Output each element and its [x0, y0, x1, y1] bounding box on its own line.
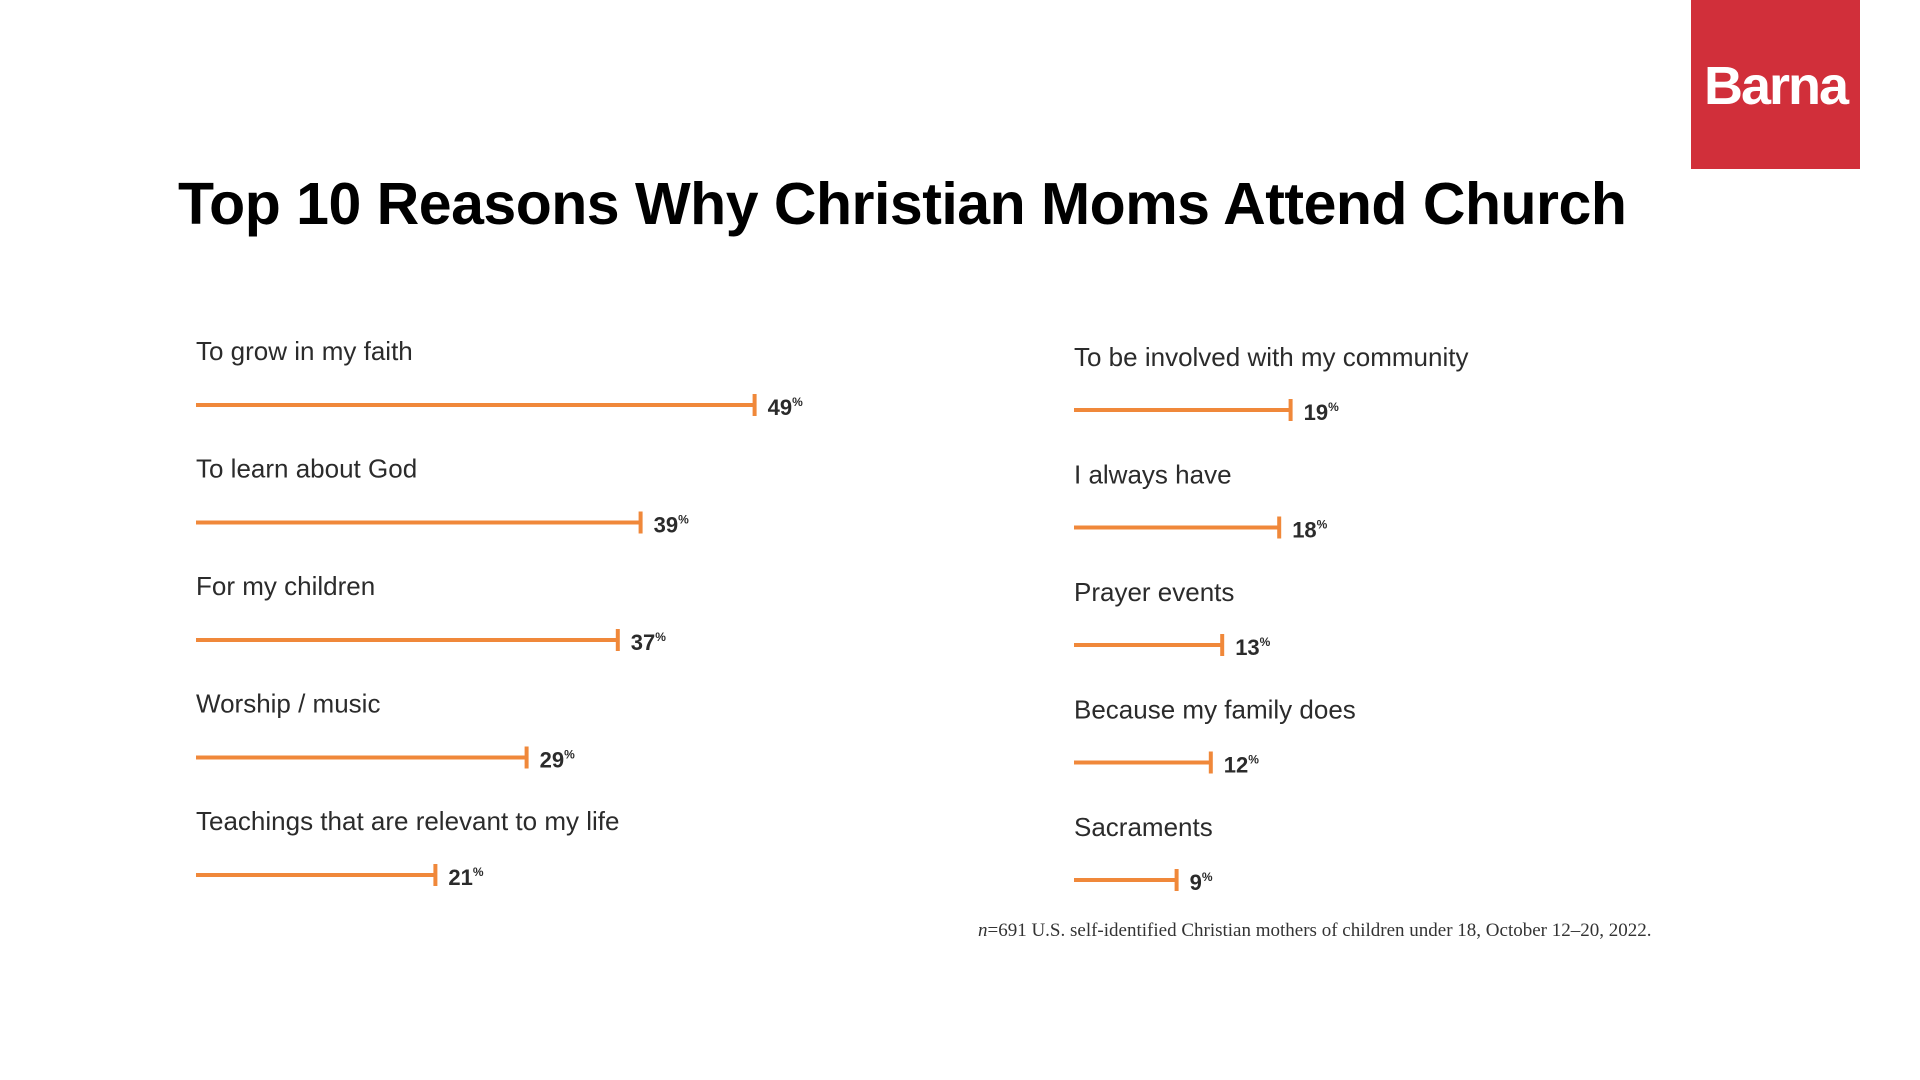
value-label: 18%	[1292, 517, 1328, 543]
value-percent-sign: %	[1201, 870, 1213, 884]
category-label: Prayer events	[1074, 577, 1235, 607]
value-percent-sign: %	[1328, 400, 1339, 414]
category-label: To learn about God	[196, 453, 418, 484]
category-label: Sacraments	[1074, 812, 1213, 842]
value-percent-sign: %	[1248, 752, 1259, 767]
value-label: 21%	[448, 865, 484, 890]
value-label: 37%	[630, 630, 666, 655]
value-label: 19%	[1303, 400, 1339, 425]
value-percent-sign: %	[792, 395, 803, 409]
category-label: Teachings that are relevant to my life	[196, 806, 620, 836]
value-label: 13%	[1235, 635, 1271, 660]
footnote-n: n	[978, 920, 988, 941]
category-label: Worship / music	[196, 688, 381, 719]
category-label: To grow in my faith	[196, 336, 413, 366]
value-label: 12%	[1223, 752, 1259, 778]
value-label: 9%	[1189, 870, 1213, 895]
chart-title: Top 10 Reasons Why Christian Moms Attend Church	[178, 171, 1627, 237]
value-label: 39%	[653, 512, 689, 538]
category-label: To be involved with my community	[1074, 342, 1469, 372]
value-percent-sign: %	[1316, 517, 1328, 532]
value-percent-sign: %	[1259, 635, 1271, 649]
value-label: 29%	[539, 747, 575, 773]
category-label: I always have	[1074, 459, 1232, 490]
value-label: 49%	[767, 395, 803, 420]
logo-text: Barna	[1703, 55, 1848, 116]
value-percent-sign: %	[655, 630, 666, 644]
category-label: For my children	[196, 571, 376, 601]
footnote	[978, 920, 1651, 942]
category-label: Because my family does	[1074, 694, 1356, 725]
value-percent-sign: %	[472, 865, 484, 879]
value-percent-sign: %	[564, 747, 575, 762]
footnote-text: =691 U.S. self-identified Christian mothers of children under 18, October 12–20, 2022.	[987, 920, 1652, 941]
value-percent-sign: %	[678, 512, 689, 527]
